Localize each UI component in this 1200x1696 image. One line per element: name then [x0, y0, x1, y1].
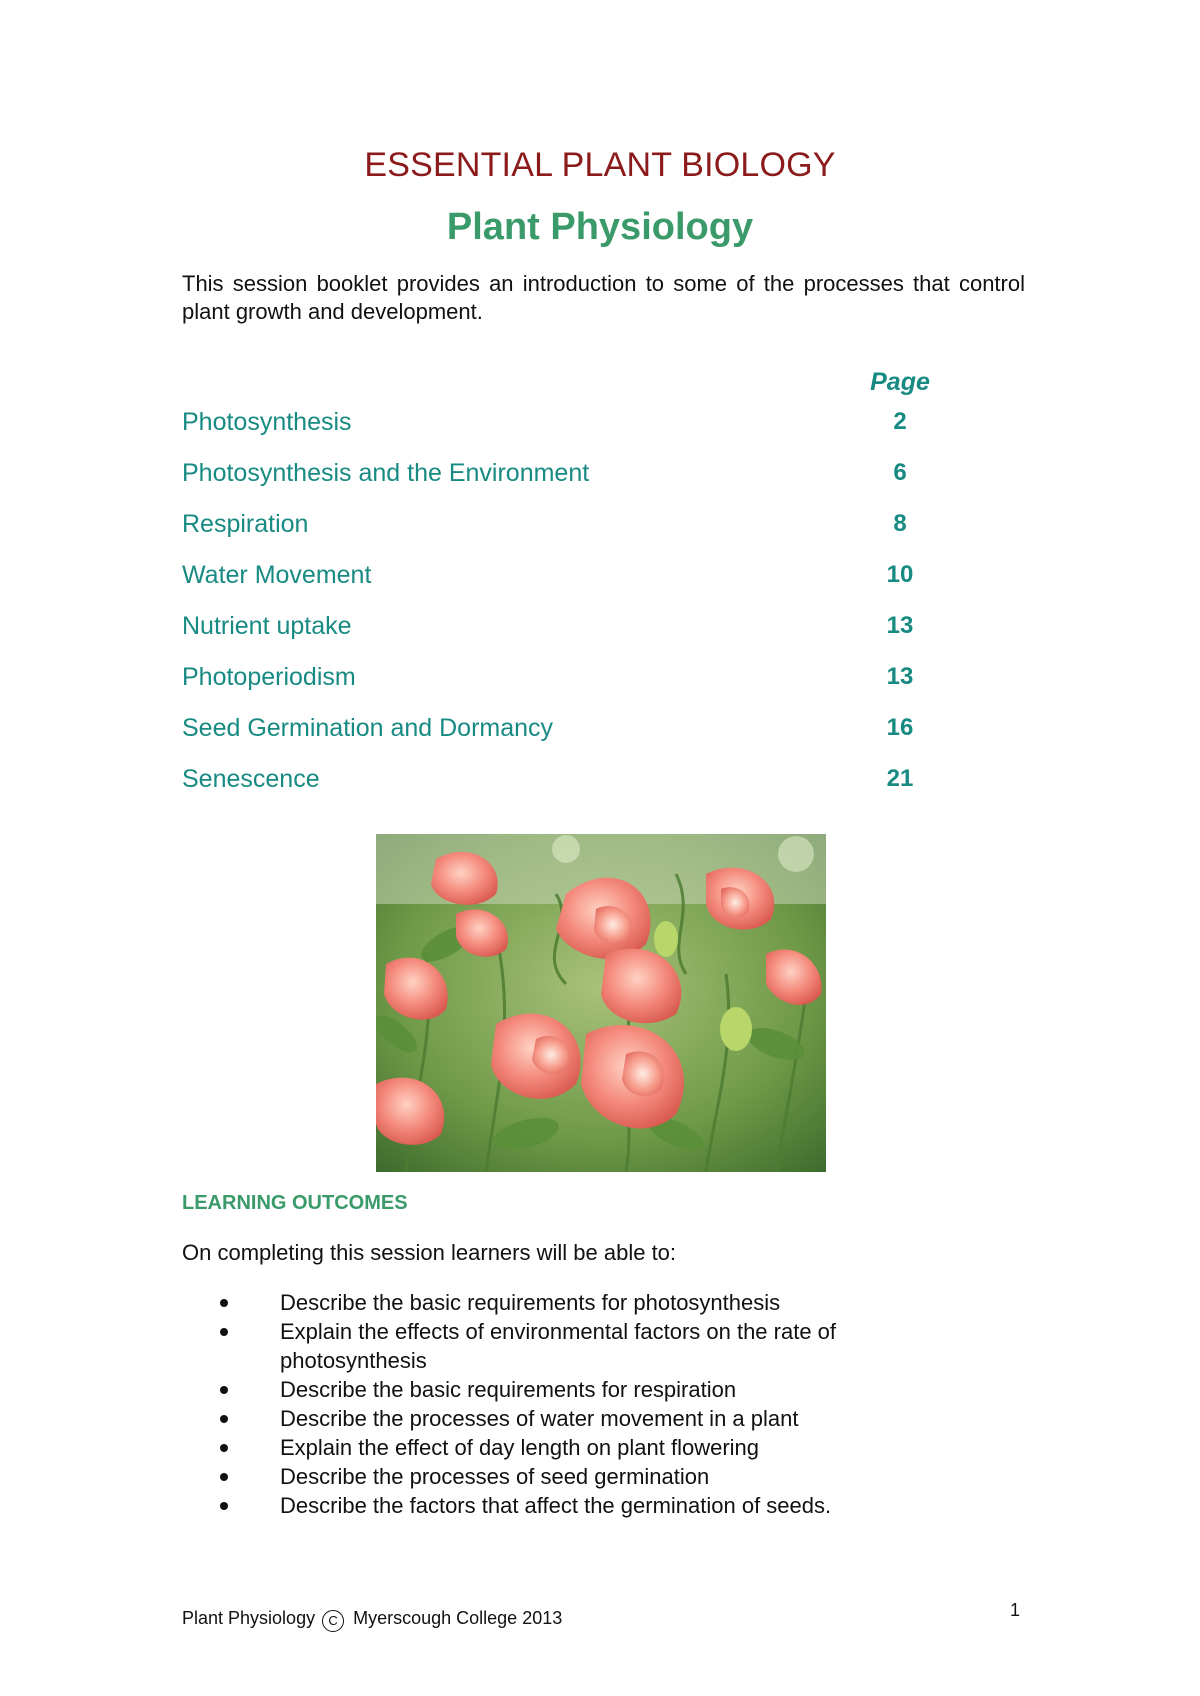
toc-entry-page: 21 [886, 765, 914, 792]
toc-entry-label[interactable]: Water Movement [182, 561, 372, 589]
toc-entry-page: 8 [893, 510, 907, 537]
bullet-icon [220, 1502, 228, 1510]
list-item [182, 1375, 942, 1404]
toc-entry-page: 10 [886, 561, 914, 588]
list-item [182, 1404, 942, 1433]
bullet-icon [220, 1299, 228, 1307]
toc-entry[interactable] [182, 561, 982, 612]
bullet-icon [220, 1415, 228, 1423]
list-item [182, 1317, 942, 1375]
toc-entry[interactable] [182, 408, 982, 459]
list-item [182, 1288, 942, 1317]
course-title: ESSENTIAL PLANT BIOLOGY [364, 146, 836, 184]
list-item [182, 1491, 942, 1520]
learning-outcomes-list [182, 1288, 942, 1520]
toc-entry[interactable] [182, 714, 982, 765]
list-item [182, 1462, 942, 1491]
intro-paragraph: This session booklet provides an introduction to some of the processes that control plant growth and development. [182, 271, 1025, 324]
page-title: Plant Physiology [446, 206, 754, 248]
toc-entry-label[interactable]: Photosynthesis [182, 408, 352, 436]
learning-outcomes-heading: LEARNING OUTCOMES [182, 1192, 408, 1214]
toc-entry-page: 16 [886, 714, 914, 741]
toc-entry[interactable] [182, 663, 982, 714]
page-footer [182, 1608, 562, 1632]
toc-entry-label[interactable]: Photoperiodism [182, 663, 356, 691]
list-item-text: Describe the processes of water movement in a plant [280, 1406, 799, 1431]
toc-entry-label[interactable]: Photosynthesis and the Environment [182, 459, 590, 487]
bullet-icon [220, 1444, 228, 1452]
toc-entry[interactable] [182, 510, 982, 561]
toc-entry-label[interactable]: Nutrient uptake [182, 612, 352, 640]
toc-page-header: Page [870, 368, 930, 396]
list-item-text: Describe the basic requirements for respiration [280, 1377, 737, 1402]
toc-entry[interactable] [182, 765, 982, 816]
list-item [182, 1433, 942, 1462]
list-item-text: Describe the factors that affect the germination of seeds. [280, 1493, 832, 1518]
page-number: 1 [1010, 1600, 1021, 1620]
list-item-text: Explain the effects of environmental factors on the rate of photosynthesis [280, 1319, 837, 1373]
sweet-pea-flowers-photo [376, 834, 826, 1172]
toc-entry[interactable] [182, 612, 982, 663]
bullet-icon [220, 1473, 228, 1481]
bullet-icon [220, 1386, 228, 1394]
toc-entry-label[interactable]: Seed Germination and Dormancy [182, 714, 554, 742]
list-item-text: Explain the effect of day length on plant flowering [280, 1435, 760, 1460]
bullet-icon [220, 1328, 228, 1336]
toc-entry-label[interactable]: Senescence [182, 765, 320, 793]
list-item-text: Describe the basic requirements for photosynthesis [280, 1290, 781, 1315]
toc-entry-page: 13 [886, 612, 914, 639]
copyright-icon: C [322, 1610, 344, 1632]
footer-title: Plant Physiology [182, 1608, 316, 1628]
table-of-contents [182, 408, 982, 816]
toc-entry-page: 13 [886, 663, 914, 690]
toc-entry[interactable] [182, 459, 982, 510]
footer-owner: Myerscough College 2013 [353, 1608, 563, 1628]
toc-entry-page: 6 [893, 459, 907, 486]
toc-entry-page: 2 [893, 408, 907, 435]
toc-entry-label[interactable]: Respiration [182, 510, 309, 538]
learning-outcomes-intro: On completing this session learners will be able to: [182, 1240, 677, 1265]
list-item-text: Describe the processes of seed germination [280, 1464, 710, 1489]
